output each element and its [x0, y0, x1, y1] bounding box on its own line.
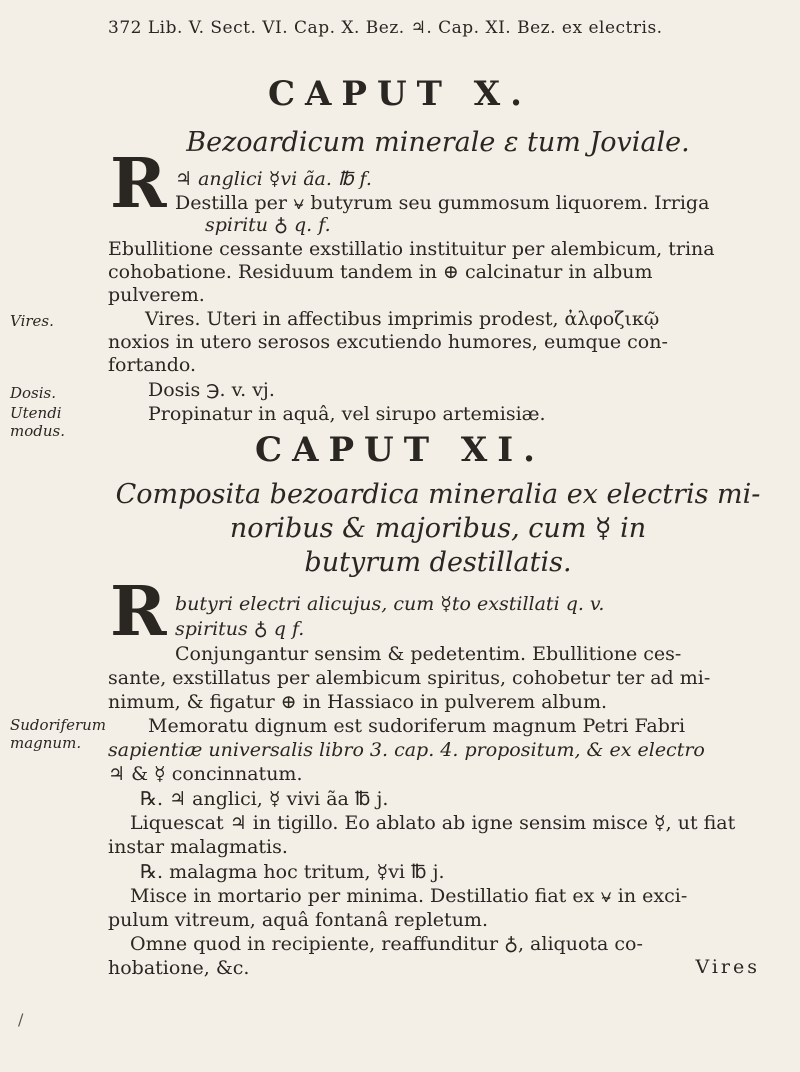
- chapter-xi-body-line: sante, exstillatus per alembicum spiritus, cohobetur ter ad mi-: [108, 667, 711, 689]
- margin-note-dosis: Dosis.: [10, 384, 57, 402]
- chapter-xi-body-line: hobatione, &c.: [108, 957, 250, 979]
- vires-line: fortando.: [108, 354, 197, 376]
- chapter-xi-subtitle-line: noribus & majoribus, cum ☿ in: [229, 513, 647, 544]
- chapter-xi-body-line: Memoratu dignum est sudoriferum magnum Petri Fabri: [148, 715, 686, 737]
- margin-note-utendi-modus: Utendi modus.: [10, 404, 65, 440]
- chapter-xi-body-line: Conjungantur sensim & pedetentim. Ebullitione ces-: [175, 643, 682, 665]
- chapter-x-body-line: cohobatione. Residuum tandem in ⊕ calcinatur in album: [108, 261, 653, 283]
- catchword: Vires: [695, 956, 760, 978]
- margin-note-sudoriferum: Sudoriferum magnum.: [10, 716, 107, 752]
- chapter-x-rx-line-2: Destilla per ⍱ butyrum seu gummosum liquorem. Irriga: [175, 192, 710, 214]
- running-head: 372 Lib. V. Sect. VI. Cap. X. Bez. ♃. Cap. XI. Bez. ex electris.: [108, 18, 663, 38]
- chapter-xi-body-line: Omne quod in recipiente, reaffunditur ♁, aliquota co-: [130, 933, 643, 955]
- margin-note-vires: Vires.: [10, 312, 54, 330]
- chapter-xi-body-line: pulum vitreum, aquâ fontanâ repletum.: [108, 909, 488, 931]
- chapter-xi-body-line: sapientiæ universalis libro 3. cap. 4. propositum, & ex electro: [108, 739, 705, 761]
- chapter-x-subtitle: Bezoardicum minerale ε tum Joviale.: [186, 127, 690, 158]
- chapter-xi-rx-line-2: spiritus ♁ q f.: [175, 618, 305, 640]
- chapter-xi-body-line: nimum, & figatur ⊕ in Hassiaco in pulverem album.: [108, 691, 608, 713]
- chapter-xi-body-line: Misce in mortario per minima. Destillatio fiat ex ⍱ in exci-: [130, 885, 688, 907]
- chapter-xi-body-line: ℞. malagma hoc tritum, ☿vi ℔ j.: [140, 861, 445, 883]
- chapter-xi-body-line: Liquescat ♃ in tigillo. Eo ablato ab igne sensim misce ☿, ut fiat: [130, 812, 736, 834]
- dropcap-recipe-1: R: [110, 144, 167, 224]
- chapter-xi-rx-line-1: butyri electri alicujus, cum ☿to exstillati q. v.: [175, 593, 605, 615]
- chapter-x-rx-line-1: ♃ anglici ☿vi ãa. ℔ f.: [175, 168, 372, 190]
- vires-line: noxios in utero serosos excutiendo humores, eumque con-: [108, 331, 668, 353]
- dosis-line: Dosis ℈. v. vj.: [148, 379, 275, 401]
- chapter-xi-subtitle-line: butyrum destillatis.: [304, 547, 572, 578]
- chapter-x-rx-line-3: spiritu ♁ q. f.: [205, 214, 331, 236]
- chapter-x-body-line: Ebullitione cessante exstillatio instituitur per alembicum, trina: [108, 238, 715, 260]
- vires-line: Vires. Uteri in affectibus imprimis prodest, ἀλφοζικῷ: [145, 308, 660, 330]
- chapter-x-title: CAPUT X.: [267, 74, 532, 114]
- page-edge-mark: /: [18, 1010, 24, 1029]
- chapter-xi-subtitle-line: Composita bezoardica mineralia ex electris mi-: [115, 479, 761, 510]
- chapter-xi-body-line: ♃ & ☿ concinnatum.: [108, 763, 303, 785]
- chapter-xi-body-line: instar malagmatis.: [108, 836, 288, 858]
- propinatur-line: Propinatur in aquâ, vel sirupo artemisiæ.: [148, 403, 546, 425]
- chapter-xi-body-line: ℞. ♃ anglici, ☿ vivi ãa ℔ j.: [140, 788, 389, 810]
- chapter-xi-title: CAPUT XI.: [255, 430, 545, 470]
- chapter-x-body-line: pulverem.: [108, 284, 205, 306]
- dropcap-recipe-2: R: [110, 572, 167, 652]
